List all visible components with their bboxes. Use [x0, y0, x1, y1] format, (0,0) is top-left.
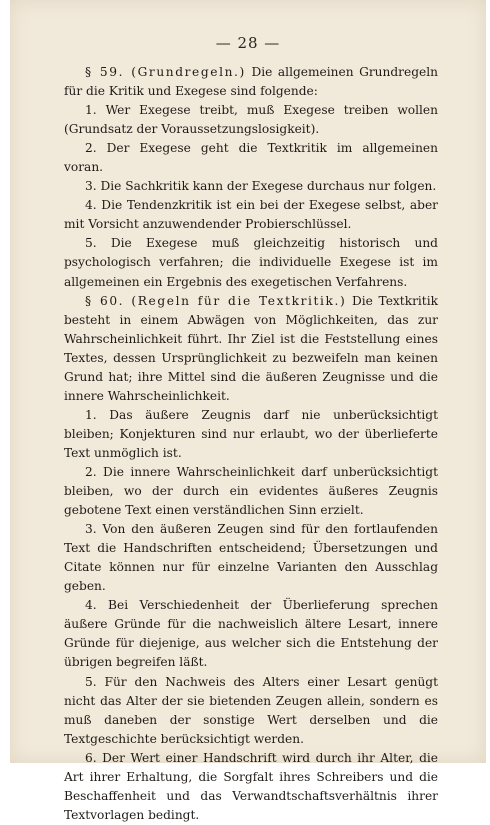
rule-60-6: 6. Der Wert einer Handschrift wird durch ihr Alter, die Art ihrer Erhaltung, die Sorgfalt ihres Schreibers und die Beschaffenheit und das Verwandtschaftsverhältnis ihrer Textvorlagen bedingt. [64, 750, 438, 822]
section-59-intro [64, 63, 438, 101]
rule-60-2: 2. Die innere Wahrscheinlichkeit darf unberücksichtigt bleiben, wo der durch ein evidentes äußeres Zeugnis gebotene Text einen verständlichen Sinn erzielt. [64, 464, 438, 518]
rule-59-4: 4. Die Tendenzkritik ist ein bei der Exegese selbst, aber mit Vorsicht anzuwendender Probierschlüssel. [64, 198, 438, 232]
rule-59-2: 2. Der Exegese geht die Textkritik im allgemeinen voran. [64, 141, 438, 175]
page-number: — 28 — [215, 34, 281, 52]
rule-59-1: 1. Wer Exegese treibt, muß Exegese treiben wollen (Grundsatz der Voraussetzungslosigkeit). [64, 103, 438, 137]
rule-59-5: 5. Die Exegese muß gleichzeitig historisch und psychologisch verfahren; die individuelle Exegese ist im allgemeinen ein Ergebnis des exegetischen Verfahrens. [64, 236, 438, 289]
section-60-heading: § 60. (Regeln für die Textkritik.) [85, 293, 347, 308]
section-60-intro-text: Die Textkritik besteht in einem Abwägen von Möglichkeiten, das zur Wahrscheinlichkeit führt. Ihr Ziel ist die Feststellung eines Textes, dessen Ursprünglichkeit zu bezweifeln man keinen Grund hat; ihre Mittel sind die äußeren Zeugnisse und die innere Wahrscheinlichkeit. [64, 293, 438, 403]
rule-59-3: 3. Die Sachkritik kann der Exegese durchaus nur folgen. [85, 179, 437, 194]
rule-60-5: 5. Für den Nachweis des Alters einer Lesart genügt nicht das Alter der sie bietenden Zeugen allein, sondern es muß daneben der sonstige Wert derselben und die Textgeschichte berücksichtigt werden. [64, 674, 438, 746]
page-body [64, 63, 438, 825]
rule-60-3: 3. Von den äußeren Zeugen sind für den fortlaufenden Text die Handschriften entscheidend; Übersetzungen und Citate können nur für einzelne Varianten den Ausschlag geben. [64, 522, 438, 594]
rule-60-1: 1. Das äußere Zeugnis darf nie unberücksichtigt bleiben; Konjekturen sind nur erlaubt, wo der überlieferte Text unmöglich ist. [64, 407, 438, 460]
section-59-heading: § 59. (Grundregeln.) [85, 65, 246, 79]
book-page [10, 0, 486, 822]
section-60-intro [64, 292, 438, 406]
section-59-intro-text: Die allgemeinen Grundregeln für die Kritik und Exegese sind folgende: [64, 65, 438, 99]
rule-60-4: 4. Bei Verschiedenheit der Überlieferung sprechen äußere Gründe für die nachweislich ältere Lesart, innere Gründe für diejenige, aus welcher sich die Entstehung der übrigen begreifen läßt. [64, 598, 438, 670]
